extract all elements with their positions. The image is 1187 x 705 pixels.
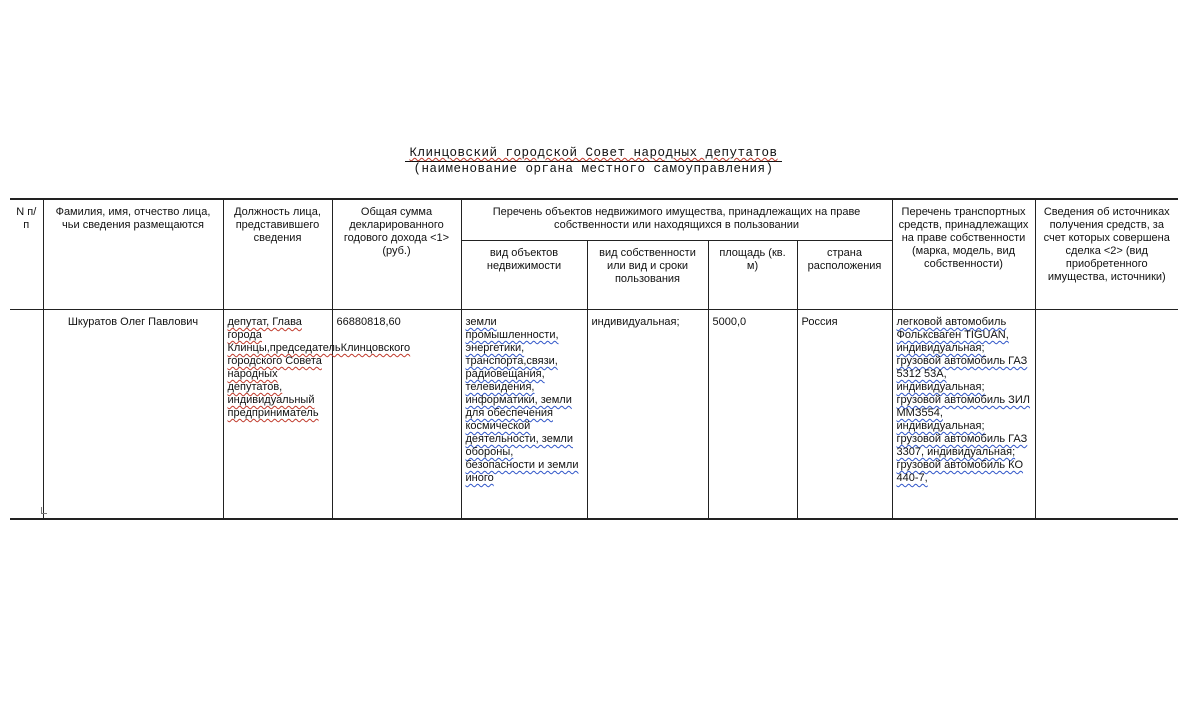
col-header-num: N п/п xyxy=(10,199,43,310)
declaration-table xyxy=(10,198,1178,520)
cell-country: Россия xyxy=(797,310,892,520)
cell-realty-type xyxy=(461,310,587,520)
org-subtitle: (наименование органа местного самоуправления) xyxy=(413,162,774,176)
col-header-realty-group: Перечень объектов недвижимого имущества, принадлежащих на праве собственности или находящихся в пользовании xyxy=(461,199,892,241)
col-header-income: Общая сумма декларированного годового дохода <1> (руб.) xyxy=(332,199,461,310)
cell-fio: Шкуратов Олег Павлович xyxy=(43,310,223,520)
col-header-fio: Фамилия, имя, отчество лица, чьи сведения размещаются xyxy=(43,199,223,310)
cell-sources xyxy=(1035,310,1178,520)
col-header-country: страна расположения xyxy=(797,241,892,310)
cell-num xyxy=(10,310,43,520)
col-header-vehicles: Перечень транспортных средств, принадлежащих на праве собственности (марка, модель, вид собственности) xyxy=(892,199,1035,310)
cell-vehicles-text: легковой автомобиль Фольксваген TIGUAN, индивидуальная; грузовой автомобиль ГАЗ 5312 53А, индивидуальная; грузовой автомобиль ЗИЛ ММЗ554, индивидуальная; грузовой автомобиль ГАЗ 3307, индивидуальная; грузовой автомобиль КО 440-7, xyxy=(896,316,1030,484)
document-header xyxy=(0,146,1187,177)
col-header-realty-type: вид объектов недвижимости xyxy=(461,241,587,310)
col-header-sources: Сведения об источниках получения средств, за счет которых совершена сделка <2> (вид приобретенного имущества, источники) xyxy=(1035,199,1178,310)
cell-marker-icon xyxy=(41,507,47,514)
col-header-position: Должность лица, представившего сведения xyxy=(223,199,332,310)
cell-vehicles xyxy=(892,310,1035,520)
col-header-ownership: вид собственности или вид и сроки пользования xyxy=(587,241,708,310)
cell-realty-type-text: земли промышленности, энергетики, транспорта,связи, радиовещания, телевидения, информатики, земли для обеспечения космической деятельности, земли обороны, безопасности и земли иного xyxy=(465,316,579,484)
org-name-text: Клинцовский городской Совет народных депутатов xyxy=(409,146,778,160)
cell-position-text: депутат, Глава города Клинцы,председательКлинцовского городского Совета народных депутатов, индивидуальный предприниматель xyxy=(227,316,411,419)
cell-area: 5000,0 xyxy=(708,310,797,520)
table-row xyxy=(10,310,1178,520)
org-name xyxy=(405,146,781,162)
cell-ownership: индивидуальная; xyxy=(587,310,708,520)
cell-income: 66880818,60 xyxy=(332,310,461,520)
col-header-area: площадь (кв. м) xyxy=(708,241,797,310)
